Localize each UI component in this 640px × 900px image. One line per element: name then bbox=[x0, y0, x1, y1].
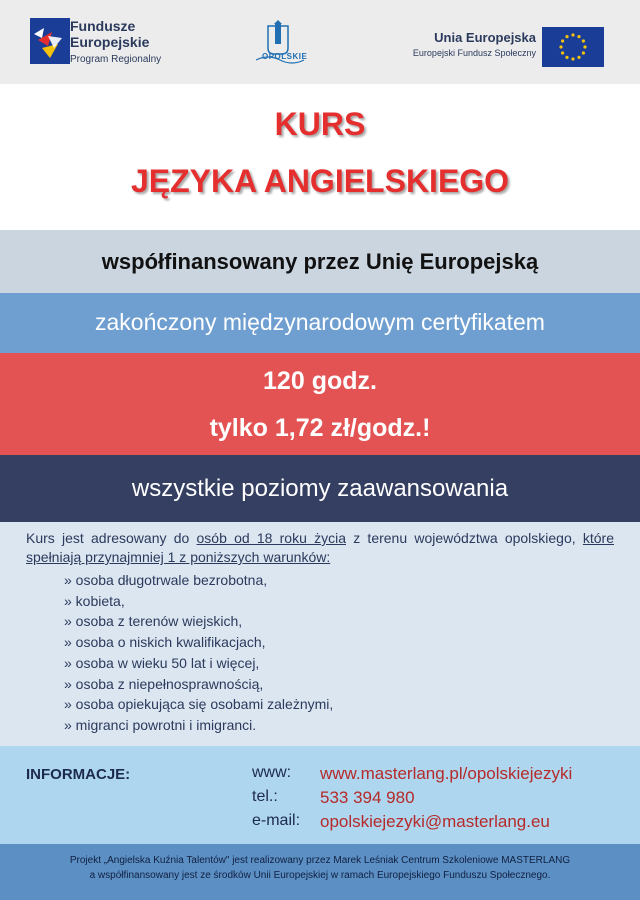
www-label: www: bbox=[252, 764, 292, 781]
cofinanced-text: współfinansowany przez Unię Europejską bbox=[101, 249, 539, 274]
title-line1: KURS bbox=[274, 106, 366, 142]
condition-item: » osoba z niepełnosprawnością, bbox=[64, 675, 264, 692]
footer-line1: Projekt „Angielska Kuźnia Talentów" jest realizowany przez Marek Leśniak Centrum Szkoleniowe MASTERLANG bbox=[69, 855, 571, 866]
conditions-list bbox=[64, 570, 333, 736]
eligibility-section bbox=[0, 522, 640, 746]
title-line2: JĘZYKA ANGIELSKIEGO bbox=[130, 163, 510, 199]
unia-europejska-text bbox=[413, 30, 536, 58]
condition-item: » osoba opiekująca się osobami zależnymi, bbox=[64, 696, 334, 713]
intro-part-d: które spełniają przynajmniej 1 z poniższych warunków: bbox=[26, 530, 614, 565]
email-label: e-mail: bbox=[252, 812, 301, 829]
fundusze-europejskie-text bbox=[70, 18, 161, 68]
contact-section bbox=[0, 746, 640, 844]
contact-heading: INFORMACJE: bbox=[26, 766, 131, 783]
eu-flag-icon bbox=[542, 27, 604, 67]
fe-line1: Fundusze bbox=[70, 18, 136, 34]
price-text: tylko 1,72 zł/godz.! bbox=[209, 414, 431, 442]
certificate-text: zakończony międzynarodowym certyfikatem bbox=[95, 309, 545, 335]
condition-item: » kobieta, bbox=[64, 592, 125, 609]
levels-text: wszystkie poziomy zaawansowania bbox=[131, 475, 509, 502]
intro-part-c: z terenu województwa opolskiego, bbox=[346, 530, 583, 546]
intro-part-a: Kurs jest adresowany do bbox=[26, 530, 197, 546]
footer-line2: a współfinansowany jest ze środków Unii Europejskiej w ramach Europejskiego Funduszu Społecznego. bbox=[89, 870, 551, 881]
fundusze-europejskie-logo-icon bbox=[30, 18, 70, 64]
fe-line2: Europejskie bbox=[70, 34, 150, 50]
hours-text: 120 godz. bbox=[263, 367, 377, 395]
course-title bbox=[0, 84, 640, 230]
fe-line3: Program Regionalny bbox=[70, 54, 162, 65]
condition-item: » osoba o niskich kwalifikacjach, bbox=[64, 634, 266, 651]
tel-number[interactable]: 533 394 980 bbox=[320, 788, 415, 807]
condition-item: » migranci powrotni i imigranci. bbox=[64, 716, 257, 733]
price-band bbox=[0, 353, 640, 455]
certificate-band bbox=[0, 293, 640, 353]
opolskie-logo-text: OPOLSKIE bbox=[262, 52, 308, 61]
ue-line1: Unia Europejska bbox=[434, 30, 536, 45]
project-footer bbox=[0, 844, 640, 900]
email-link[interactable]: opolskiejezyki@masterlang.eu bbox=[320, 812, 550, 831]
intro-part-b: osób od 18 roku życia bbox=[196, 530, 346, 546]
eligibility-intro bbox=[26, 529, 614, 567]
condition-item: » osoba długotrwale bezrobotna, bbox=[64, 572, 268, 588]
tel-label: tel.: bbox=[252, 788, 278, 805]
logo-header bbox=[0, 0, 640, 84]
cofinanced-band bbox=[0, 230, 640, 293]
www-link[interactable]: www.masterlang.pl/opolskiejezyki bbox=[320, 764, 573, 783]
ue-line2: Europejski Fundusz Społeczny bbox=[412, 48, 536, 58]
condition-item: » osoba z terenów wiejskich, bbox=[64, 613, 243, 630]
condition-item: » osoba w wieku 50 lat i więcej, bbox=[64, 654, 260, 671]
levels-band bbox=[0, 455, 640, 522]
opolskie-crest-icon bbox=[248, 20, 328, 70]
